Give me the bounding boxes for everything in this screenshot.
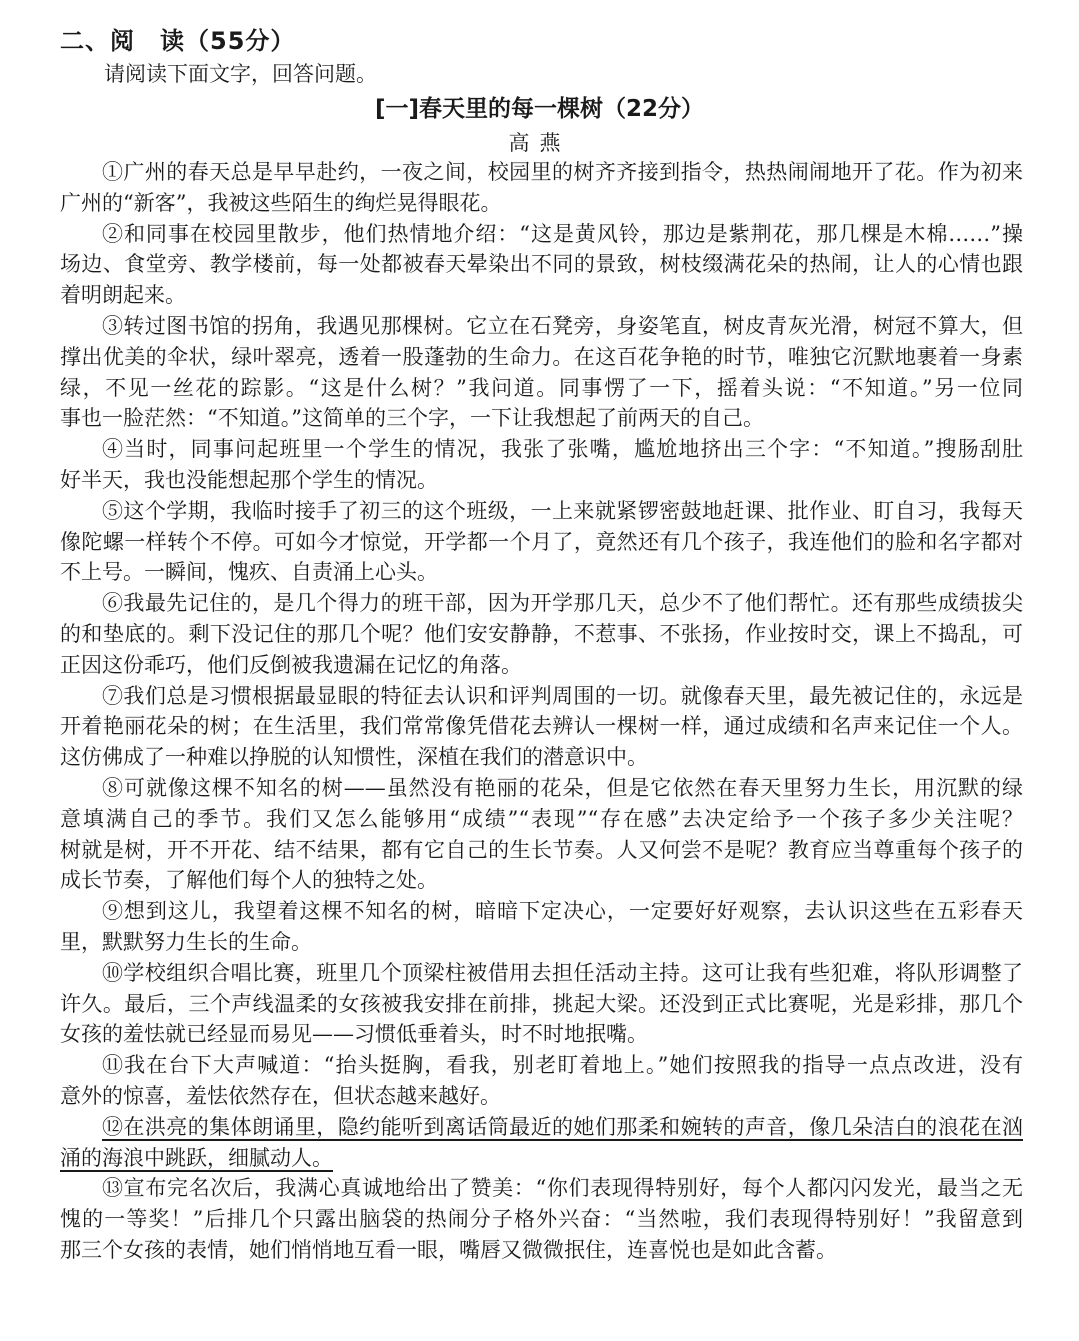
text-line: ⑩学校组织合唱比赛，班里几个顶梁柱被借用去担任活动主持。这可让我有些犯难，将队形调整了 (102, 960, 1023, 985)
text-line: ⑥我最先记住的，是几个得力的班干部，因为开学那几天，总少不了他们帮忙。还有那些成绩拔尖 (102, 591, 1023, 616)
text-line: 广州的“新客”，我被这些陌生的绚烂晃得眼花。 (60, 190, 502, 215)
text-line: ⑨想到这儿，我望着这棵不知名的树，暗暗下定决心，一定要好好观察，去认识这些在五彩春天 (102, 899, 1023, 924)
article-author: 高燕 (508, 131, 571, 155)
text-line: 事也一脸茫然：“不知道。”这简单的三个字，一下让我想起了前两天的自己。 (60, 406, 764, 431)
text-line: ⑦我们总是习惯根据最显眼的特征去认识和评判周围的一切。就像春天里，最先被记住的，永远是 (102, 683, 1023, 708)
text-line: 好半天，我也没能想起那个学生的情况。 (60, 467, 438, 492)
text-line: 里，默默努力生长的生命。 (60, 929, 312, 954)
text-line: 的和垫底的。剩下没记住的那几个呢？他们安安静静，不惹事、不张扬，作业按时交，课上不捣乱，可 (60, 621, 1023, 646)
text-line: 像陀螺一样转个不停。可如今才惊觉，开学都一个月了，竟然还有几个孩子，我连他们的脸和名字都对 (60, 529, 1023, 554)
text-line: 绿，不见一丝花的踪影。“这是什么树？”我问道。同事愣了一下，摇着头说：“不知道。”另一位同 (60, 375, 1023, 400)
section-heading: 二、阅 读（55分） (60, 27, 296, 55)
text-line: ⑤这个学期，我临时接手了初三的这个班级，一上来就紧锣密鼓地赶课、批作业、盯自习，我每天 (102, 498, 1023, 523)
text-line: 意外的惊喜，羞怯依然存在，但状态越来越好。 (60, 1083, 501, 1108)
text-line: 着明朗起来。 (60, 283, 186, 308)
text-line: 意填满自己的季节。我们又怎么能够用“成绩”“表现”“存在感”去决定给予一个孩子多少关注呢？ (60, 806, 1023, 831)
underlined-text-line: ⑫在洪亮的集体朗诵里，隐约能听到离话筒最近的她们那柔和婉转的声音，像几朵洁白的浪花在汹 (102, 1114, 1023, 1139)
article-body (60, 157, 1023, 1266)
text-line: 女孩的羞怯就已经显而易见——习惯低垂着头，时不时地抿嘴。 (60, 1022, 648, 1047)
text-line: 那三个女孩的表情，她们悄悄地互看一眼，嘴唇又微微抿住，连喜悦也是如此含蓄。 (60, 1237, 837, 1262)
text-line: ⑧可就像这棵不知名的树——虽然没有艳丽的花朵，但是它依然在春天里努力生长，用沉默的绿 (102, 775, 1023, 800)
text-line: 场边、食堂旁、教学楼前，每一处都被春天晕染出不同的景致，树枝缀满花朵的热闹，让人的心情也跟 (60, 252, 1023, 277)
underlined-text-line: 涌的海浪中跳跃，细腻动人。 (60, 1145, 333, 1170)
text-line: ②和同事在校园里散步，他们热情地介绍：“这是黄风铃，那边是紫荆花，那几棵是木棉……”操 (102, 221, 1023, 246)
text-line: 这仿佛成了一种难以挣脱的认知惯性，深植在我们的潜意识中。 (60, 745, 648, 770)
text-line: 开着艳丽花朵的树；在生活里，我们常常像凭借花去辨认一棵树一样，通过成绩和名声来记住一个人。 (60, 714, 1023, 739)
article-title: [一]春天里的每一棵树（22分） (374, 96, 705, 122)
text-line: 许久。最后，三个声线温柔的女孩被我安排在前排，挑起大梁。还没到正式比赛呢，光是彩排，那几个 (60, 991, 1023, 1016)
text-line: ③转过图书馆的拐角，我遇见那棵树。它立在石凳旁，身姿笔直，树皮青灰光滑，树冠不算大，但 (102, 313, 1023, 338)
text-line: 成长节奏，了解他们每个人的独特之处。 (60, 868, 438, 893)
text-line: ⑪我在台下大声喊道：“抬头挺胸，看我，别老盯着地上。”她们按照我的指导一点点改进，没有 (102, 1053, 1023, 1078)
reading-instruction: 请阅读下面文字，回答问题。 (104, 62, 377, 86)
text-line: ④当时，同事问起班里一个学生的情况，我张了张嘴，尴尬地挤出三个字：“不知道。”搜肠刮肚 (102, 437, 1023, 462)
text-line: ①广州的春天总是早早赴约，一夜之间，校园里的树齐齐接到指令，热热闹闹地开了花。作为初来 (102, 160, 1023, 184)
text-line: 不上号。一瞬间，愧疚、自责涌上心头。 (60, 560, 438, 585)
text-line: 撑出优美的伞状，绿叶翠亮，透着一股蓬勃的生命力。在这百花争艳的时节，唯独它沉默地裹着一身素 (60, 344, 1023, 369)
text-line: 愧的一等奖！”后排几个只露出脑袋的热闹分子格外兴奋：“当然啦，我们表现得特别好！”我留意到 (60, 1207, 1023, 1232)
text-line: 树就是树，开不开花、结不结果，都有它自己的生长节奏。人又何尝不是呢？教育应当尊重每个孩子的 (60, 837, 1023, 862)
text-line: 正因这份乖巧，他们反倒被我遗漏在记忆的角落。 (60, 652, 522, 677)
text-line: ⑬宣布完名次后，我满心真诚地给出了赞美：“你们表现得特别好，每个人都闪闪发光，最当之无 (102, 1176, 1023, 1201)
